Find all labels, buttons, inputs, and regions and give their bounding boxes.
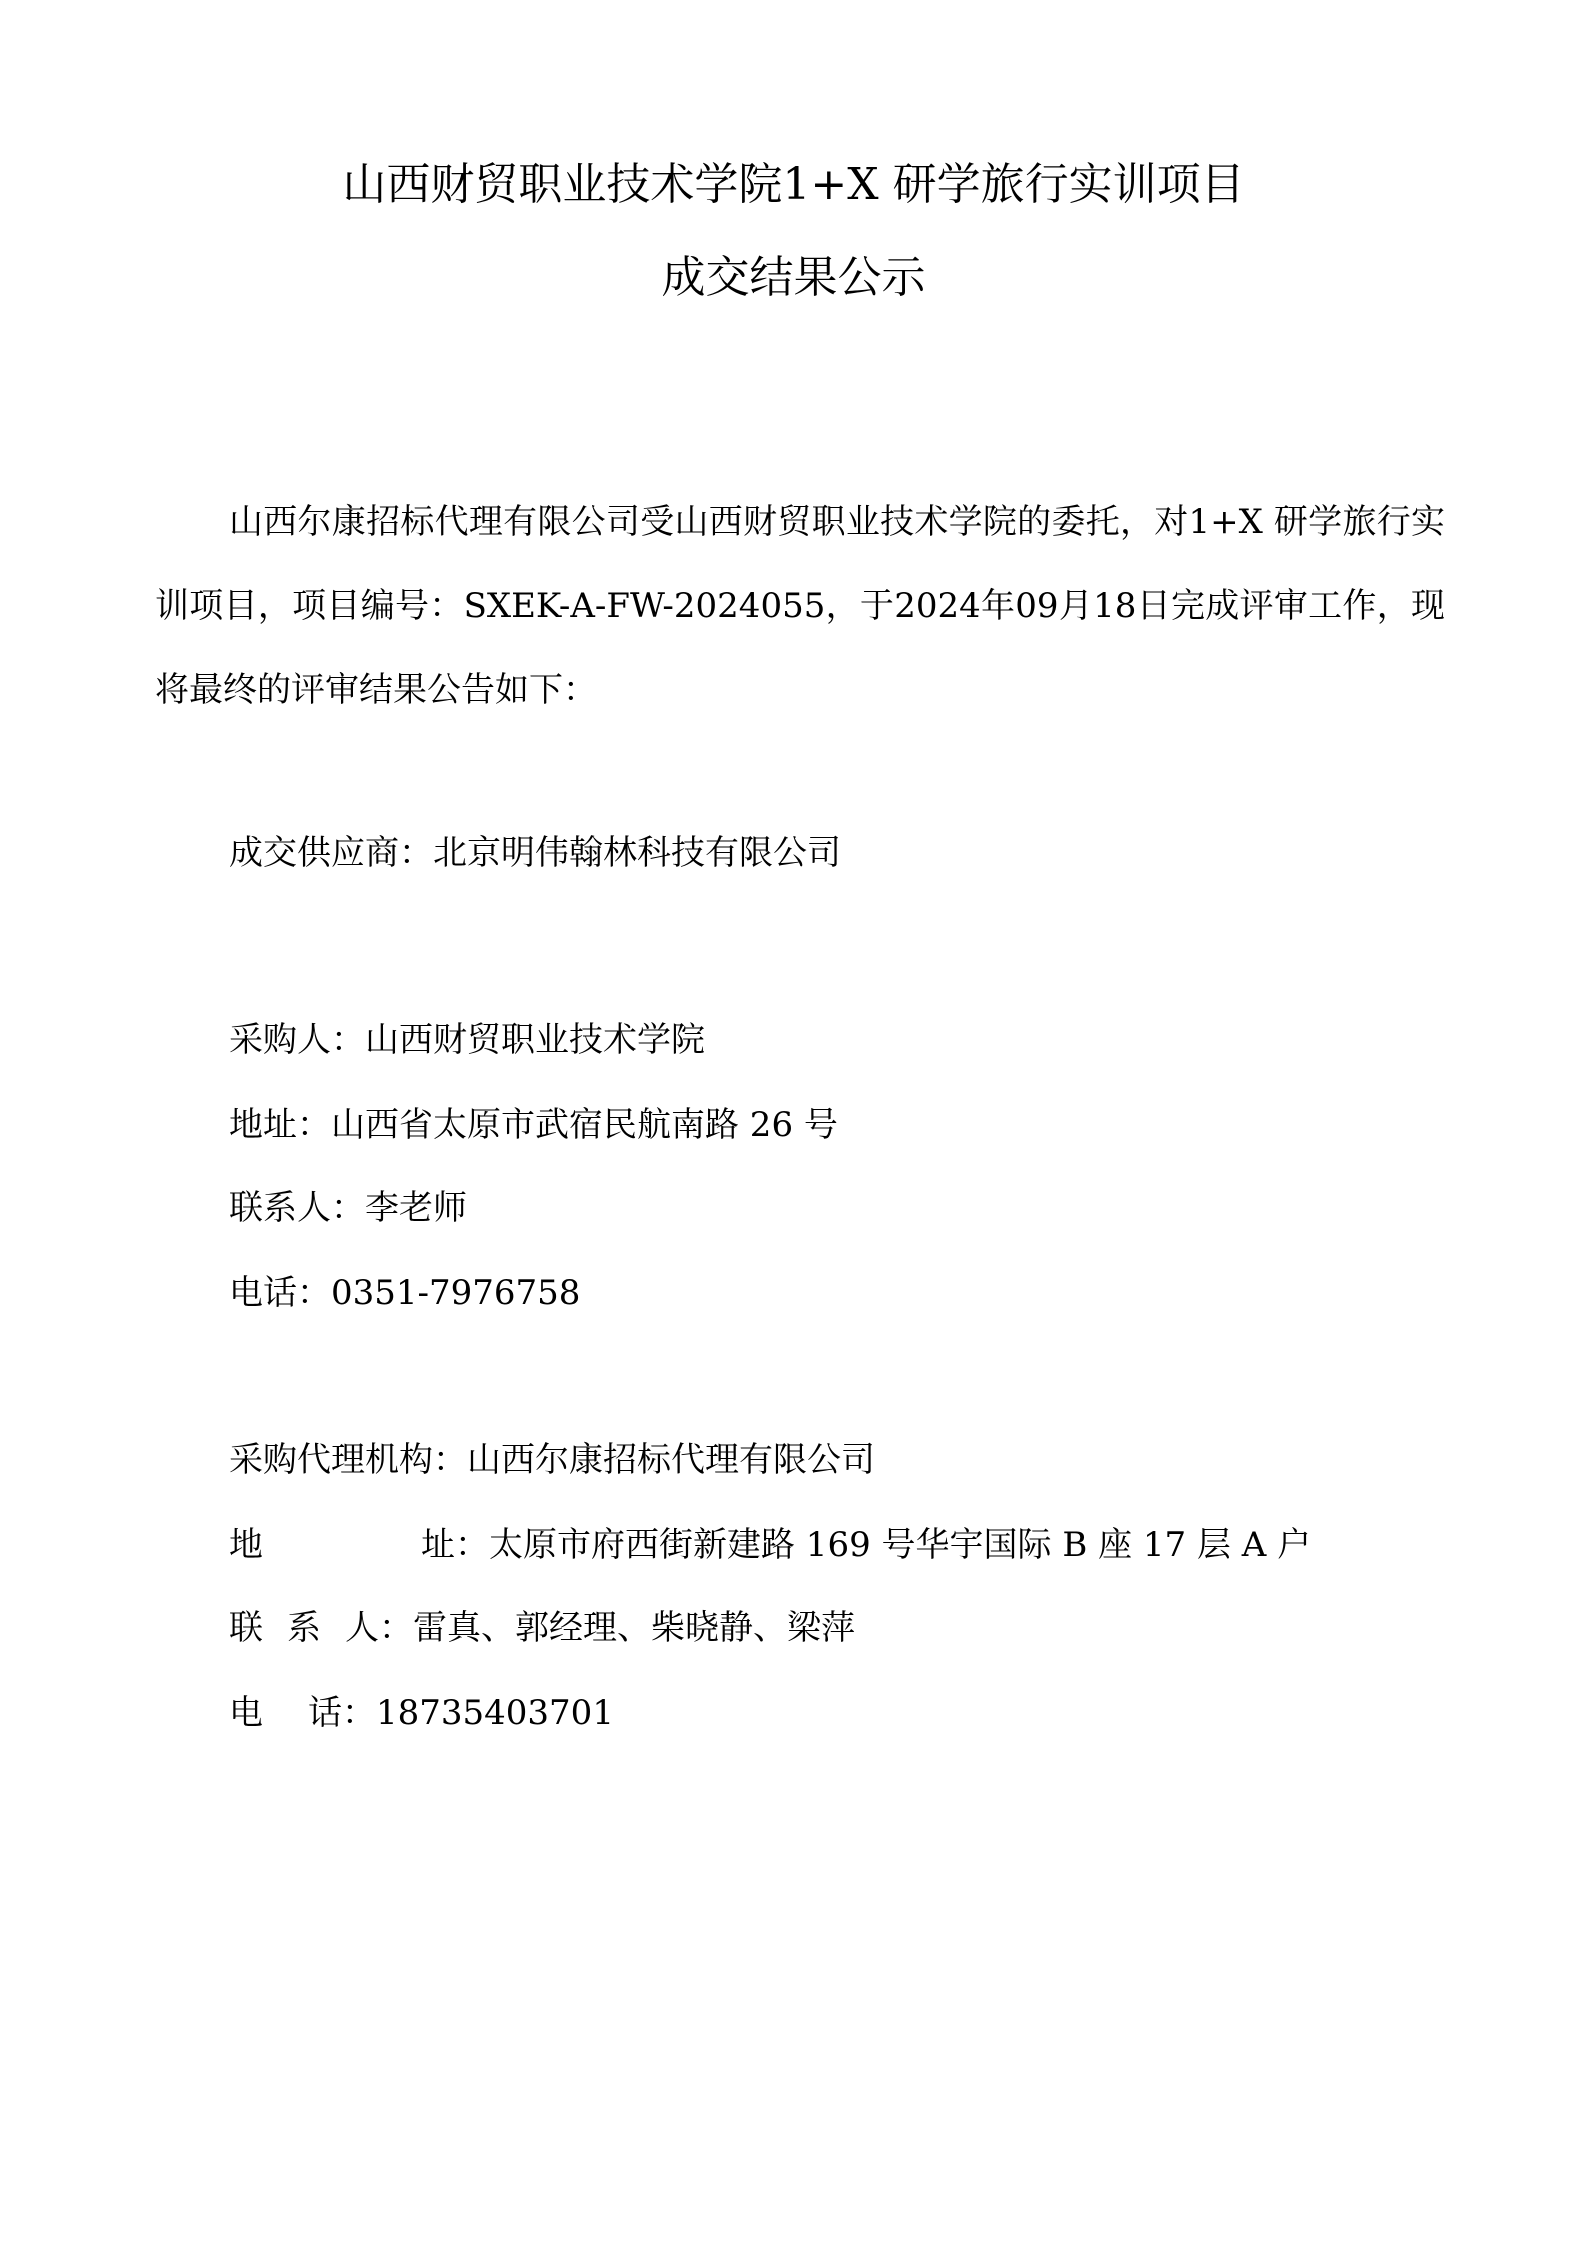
buyer-phone-label: 电话： [229,1273,331,1313]
document-subtitle: 成交结果公示 [661,252,926,303]
agency-phone-value: 18735403701 [376,1693,614,1733]
agency-contact-label [229,1603,379,1653]
agency-address-colon: ： [455,1525,489,1565]
agency-name-label: 采购代理机构： [229,1440,467,1480]
agency-contact-value: 雷真、郭经理、柴晓静、梁萍 [413,1608,855,1648]
agency-phone-label-char: 话 [308,1693,342,1733]
agency-phone-label-char: 电 [229,1693,281,1733]
agency-address-label [229,1520,455,1570]
supplier-label: 成交供应商： [229,833,433,873]
buyer-address-line [229,1100,838,1150]
supplier-line [229,828,841,878]
buyer-name-label: 采购人： [229,1020,365,1060]
buyer-name-line [229,1015,705,1065]
agency-address-label-char: 地 [229,1525,337,1565]
buyer-contact-value: 李老师 [365,1188,467,1228]
buyer-name-value: 山西财贸职业技术学院 [365,1020,705,1060]
agency-contact-label-char: 联 [229,1608,270,1648]
agency-contact-colon: ： [379,1608,413,1648]
agency-phone-label [229,1688,342,1738]
buyer-contact-label: 联系人： [229,1188,365,1228]
agency-name-value: 山西尔康招标代理有限公司 [467,1440,875,1480]
agency-phone-colon: ： [342,1693,376,1733]
agency-name-line [229,1435,875,1485]
agency-contact-label-char: 人 [345,1608,379,1648]
agency-contact-label-char: 系 [287,1608,328,1648]
agency-phone-line [229,1688,614,1738]
buyer-address-label: 地址： [229,1105,331,1145]
document-title: 山西财贸职业技术学院1+X 研学旅行实训项目 [342,159,1245,210]
supplier-value: 北京明伟翰林科技有限公司 [433,833,841,873]
buyer-contact-line [229,1183,467,1233]
intro-paragraph: 山西尔康招标代理有限公司受山西财贸职业技术学院的委托，对1+X 研学旅行实训项目，项目编号：SXEK-A-FW-2024055，于2024年09月18日完成评审工作，现将最终的评审结果公告如下： [155,502,1445,710]
agency-address-label-char: 址 [421,1525,455,1565]
buyer-phone-value: 0351-7976758 [331,1273,581,1313]
agency-address-value: 太原市府西街新建路 169 号华宇国际 B 座 17 层 A 户 [489,1525,1312,1565]
buyer-phone-line [229,1268,580,1318]
agency-address-line [229,1520,1311,1570]
buyer-address-value: 山西省太原市武宿民航南路 26 号 [331,1105,838,1145]
agency-contact-line [229,1603,855,1653]
